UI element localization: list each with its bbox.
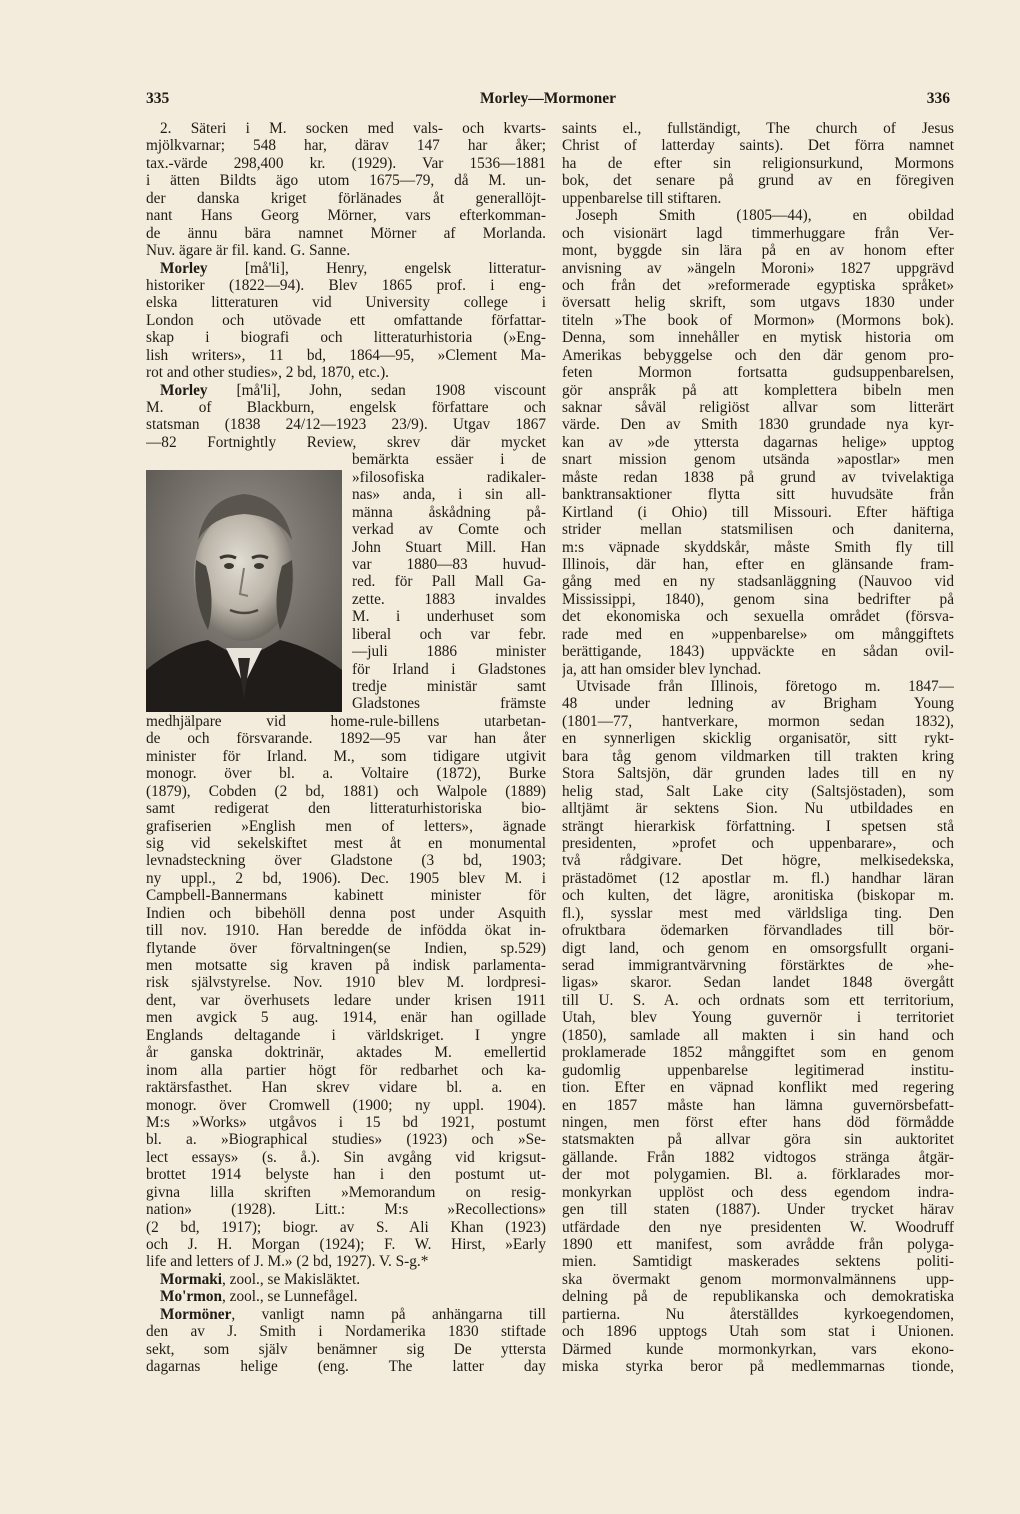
text-line: [562, 451, 954, 468]
line-text: (2 bd, 1917); biogr. av S. Ali Khan (1923): [146, 1218, 546, 1236]
text-line: [562, 225, 954, 242]
text-line: [562, 608, 954, 625]
text-line: [146, 1358, 546, 1375]
line-text: tax.-värde 298,400 kr. (1929). Var 1536—1881: [146, 154, 546, 172]
text-line: [146, 1097, 546, 1114]
line-text: [må'li], Henry, engelsk litteratur-: [207, 259, 546, 277]
text-line: [146, 172, 546, 189]
text-line: [562, 713, 954, 730]
line-text: skap i biografi och litteraturhistoria (»Eng-: [146, 329, 546, 347]
entry-headword: Mo'rmon: [160, 1288, 223, 1306]
line-text: sekt, som själv benämner sig De yttersta: [146, 1340, 546, 1358]
text-line: [146, 347, 546, 364]
line-text: det ekonomiska och sexuella området (försva-: [562, 608, 954, 626]
line-text: ligas» skaror. Sedan landet 1848 övergått: [562, 974, 954, 992]
text-line: zette. 1883 invaldes: [352, 590, 546, 608]
text-line: för Irland i Gladstones: [352, 660, 546, 678]
text-line: [562, 1027, 954, 1044]
text-line: [562, 1184, 954, 1201]
line-text: ska övermakt genom mormonvalmännens upp-: [562, 1270, 954, 1288]
line-text: gör anspråk på att komplettera bibeln men: [562, 381, 954, 399]
text-line: [562, 1306, 954, 1323]
line-text: dent, var överhusets ledare under krisen 1911: [146, 991, 546, 1009]
line-text: flytande över förvaltningen(se Indien, sp.529): [146, 939, 546, 957]
text-line: [146, 818, 546, 835]
text-line: [146, 1323, 546, 1340]
line-text: inom alla partier högt för redbarhet och ka-: [146, 1061, 546, 1079]
text-line: [146, 922, 546, 939]
line-text: elska litteraturen vid University college i: [146, 294, 546, 312]
line-text: givna lilla skriften »Memorandum on resig-: [146, 1183, 546, 1201]
line-text: , vanligt namn på anhängarna till: [231, 1305, 546, 1323]
text-line: [562, 434, 954, 451]
line-text: saknar såväl religiöst allvar som litterärt: [562, 399, 954, 416]
line-text: Denna, som innehåller en mytisk historia om: [562, 329, 954, 347]
text-line: [146, 1306, 546, 1323]
line-text: raktärsfasthet. Han skrev vidare bl. a. en: [146, 1079, 546, 1097]
line-text: der danska kriget förlänades åt generallöjt-: [146, 189, 546, 207]
running-title: Morley—Mormoner: [480, 90, 616, 107]
line-text: London och utövade ett omfattande författar-: [146, 311, 546, 329]
line-text: medhjälpare vid home-rule-billens utarbetan-: [146, 712, 546, 730]
text-line: [146, 713, 546, 730]
line-text: , zool., se Lunnefågel.: [222, 1288, 358, 1306]
line-text: serad immigrantvärvning förstärktes de »he-: [562, 957, 954, 974]
text-line: [562, 469, 954, 486]
text-line: [146, 190, 546, 207]
line-text: titeln »The book of Mormon» (Mormons bok).: [562, 311, 954, 329]
line-text: helig stad, Salt Lake city (Saltsjöstaden), som: [562, 782, 954, 800]
text-line: [562, 1131, 954, 1148]
text-line: [562, 678, 954, 695]
text-line: [562, 1097, 954, 1114]
text-line: [562, 1341, 954, 1358]
line-text: partierna. Nu återställdes kyrkoegendomen,: [562, 1305, 954, 1323]
line-text: rot and other studies», 2 bd, 1870, etc.).: [146, 364, 390, 382]
text-line: [562, 800, 954, 817]
line-text: utfärdade den nye presidenten W. Woodruff: [562, 1218, 954, 1236]
line-text: prästadömet (12 apostlar m. fl.) handhar läran: [562, 869, 954, 887]
text-line: John Stuart Mill. Han: [352, 538, 546, 556]
text-line: [562, 1114, 954, 1131]
line-text: der mot polygamien. Bl. a. förklarades mor-: [562, 1166, 954, 1184]
text-line: verkad av Comte och: [352, 521, 546, 539]
line-text: Därmed kunde mormonkyrkan, vars ekono-: [562, 1340, 954, 1358]
text-line: [562, 1149, 954, 1166]
line-text: 2. Säteri i M. socken med vals- och kvarts-: [160, 120, 546, 137]
text-line: [562, 1166, 954, 1183]
line-text: ny uppl., 2 bd, 1906). Dec. 1905 blev M. i: [146, 869, 546, 887]
text-line: red. för Pall Mall Ga-: [352, 573, 546, 591]
text-line: [562, 190, 954, 207]
text-line: [562, 1201, 954, 1218]
text-line: [146, 765, 546, 782]
text-line: [146, 1114, 546, 1131]
line-text: alltjämt är sektens Sion. Nu utbildades en: [562, 800, 954, 818]
text-line: [562, 626, 954, 643]
text-line: [562, 940, 954, 957]
text-line: [562, 294, 954, 311]
line-text: monogr. över Cromwell (1900; ny uppl. 1904).: [146, 1096, 546, 1114]
line-text: ha de efter sin religionsurkund, Mormons: [562, 154, 954, 172]
line-text: i ätten Bildts ägo utom 1675—79, då M. un-: [146, 172, 546, 190]
text-line: var 1880—83 huvud-: [352, 555, 546, 573]
text-line: [146, 1009, 546, 1026]
line-text: de och försvarande. 1892—95 var han åter: [146, 730, 546, 748]
text-line: [562, 347, 954, 364]
line-text: lish writers», 11 bd, 1864—95, »Clement Ma-: [146, 346, 546, 364]
line-text: banktransaktioner flytta sitt huvudsäte från: [562, 486, 954, 504]
line-text: snart mission genom utsända »apostlar» men: [562, 451, 954, 469]
line-text: Indien och bibehöll denna post under Asquith: [146, 904, 546, 922]
text-line: [562, 573, 954, 590]
text-line: [562, 818, 954, 835]
line-text: proklamerade 1852 månggiftet som en genom: [562, 1044, 954, 1062]
line-text: nation» (1928). Litt.: M:s »Recollections»: [146, 1201, 546, 1219]
entry-headword: Mormaki: [160, 1270, 223, 1288]
left-column-bottom-text: [146, 713, 546, 1376]
text-line: [146, 1341, 546, 1358]
line-text: digt land, och genom en omsorgsfullt organi-: [562, 939, 954, 957]
line-text: (1850), samlade all makten i sin hand och: [562, 1026, 954, 1044]
text-line: [562, 137, 954, 154]
line-text: gen till staten (1887). Under trycket härav: [562, 1201, 954, 1219]
line-text: uppenbarelse till stiftaren.: [562, 189, 722, 207]
line-text: (1879), Cobden (2 bd, 1881) och Walpole (1889): [146, 782, 546, 800]
line-text: 48 under ledning av Brigham Young: [562, 695, 954, 713]
text-line: [562, 1219, 954, 1236]
line-text: monkyrkan upplöst och dess egendom indra-: [562, 1183, 954, 1201]
line-text: m:s väpnade skyddskår, måste Smith fly till: [562, 538, 954, 556]
text-line: [146, 242, 546, 259]
text-line: [146, 207, 546, 224]
line-text: Campbell-Bannermans kabinett minister för: [146, 887, 546, 905]
text-line: [146, 1184, 546, 1201]
text-line: [562, 521, 954, 538]
line-text: ofruktbara ödemarken förvandlades till bör-: [562, 922, 954, 940]
line-text: , zool., se Makisläktet.: [222, 1270, 361, 1288]
line-text: Illinois, där han, efter en glänsande fram-: [562, 555, 954, 573]
text-line: [146, 260, 546, 277]
text-line: [562, 312, 954, 329]
text-line: [146, 399, 546, 416]
text-line: [146, 957, 546, 974]
text-line: [562, 974, 954, 991]
line-text: en 1857 måste han lämna guvernörsbefatt-: [562, 1096, 954, 1114]
text-line: [146, 434, 546, 451]
text-line: M. i underhuset som: [352, 608, 546, 626]
text-line: [562, 207, 954, 224]
line-text: strider mellan statsmilisen och daniterna,: [562, 521, 954, 539]
page-number-right: 336: [926, 90, 950, 107]
line-text: samt redigerat den litteraturhistoriska bio-: [146, 800, 546, 818]
line-text: miska styrka beror på medlemmarnas tionde,: [562, 1358, 954, 1376]
line-text: statsmakten på allvar göra sin auktoritet: [562, 1131, 954, 1149]
text-line: [562, 1236, 954, 1253]
line-text: lect essays» (s. å.). Sin avgång vid krigsut-: [146, 1148, 546, 1166]
line-text: Joseph Smith (1805—44), en obildad: [576, 207, 954, 225]
line-text: brottet 1914 belyste han i den postumt ut-: [146, 1166, 546, 1184]
text-line: [562, 748, 954, 765]
text-line: [562, 329, 954, 346]
line-text: nant Hans Georg Mörner, vars efterkomman-: [146, 207, 546, 225]
line-text: tion. Efter en väpnad konflikt med regering: [562, 1079, 954, 1097]
line-text: M:s »Works» utgåvos i 15 bd 1921, postumt: [146, 1113, 546, 1131]
line-text: presidenten, »profet och uppenbarare», och: [562, 834, 954, 852]
line-text: de ännu bära namnet Mörner af Morlanda.: [146, 224, 546, 242]
text-line: bemärkta essäer i de: [352, 451, 546, 469]
text-line: [562, 852, 954, 869]
line-text: monogr. över bl. a. Voltaire (1872), Burke: [146, 765, 546, 783]
text-line: [146, 1149, 546, 1166]
line-text: berättigande, 1843) uppväckte en sådan ovil-: [562, 643, 954, 661]
entry-headword: Morley: [160, 259, 208, 277]
text-line: [562, 591, 954, 608]
text-line: [562, 556, 954, 573]
line-text: och från det »reformerade egyptiska språket»: [562, 276, 954, 294]
line-text: [må'li], John, sedan 1908 viscount: [207, 381, 546, 399]
text-line: [562, 1323, 954, 1340]
text-line: —juli 1886 minister: [352, 643, 546, 661]
text-line: [146, 852, 546, 869]
text-line: [146, 329, 546, 346]
text-line: [146, 800, 546, 817]
text-line: [562, 277, 954, 294]
text-line: [562, 643, 954, 660]
line-text: ningen, men först efter hans död förmådde: [562, 1113, 954, 1131]
text-line: [146, 1131, 546, 1148]
text-line: [562, 992, 954, 1009]
line-text: bok, det senare på grund av en föregiven: [562, 172, 954, 190]
line-text: mont, byggde sin lära på en av honom efter: [562, 242, 954, 260]
line-text: och J. H. Morgan (1924); F. W. Hirst, »Early: [146, 1236, 546, 1253]
line-text: en synnerligen skicklig organisatör, sitt rykt-: [562, 730, 954, 748]
text-line: [146, 748, 546, 765]
line-text: grafiserien »English men of letters», ägnade: [146, 817, 546, 835]
text-line: liberal och var febr.: [352, 625, 546, 643]
text-line: [562, 120, 954, 137]
line-text: till nov. 1910. Han beredde de infödda ökat in-: [146, 922, 546, 940]
text-line: [146, 940, 546, 957]
text-line: [146, 905, 546, 922]
line-text: M. of Blackburn, engelsk författare och: [146, 399, 546, 416]
text-line: männa åskådning på-: [352, 503, 546, 521]
text-line: [562, 382, 954, 399]
text-line: [146, 1079, 546, 1096]
text-line: [562, 1358, 954, 1375]
line-text: delning på de republikanska och demokratiska: [562, 1288, 954, 1306]
line-text: Englands deltagande i världskriget. I yngre: [146, 1026, 546, 1044]
text-line: [146, 1062, 546, 1079]
line-text: minister för Irland. M., som tidigare utgivit: [146, 747, 546, 765]
line-text: 1890 ett manifest, som avrådde från polyga-: [562, 1236, 954, 1253]
portrait-john-morley: [146, 470, 342, 712]
line-text: Utah, blev Young guvernör i territoriet: [562, 1009, 954, 1027]
line-text: kan av »de yttersta dagarnas helige» upptog: [562, 433, 954, 451]
line-text: fl.), sysslar mest med världsliga ting. Den: [562, 904, 954, 922]
left-column: [146, 120, 546, 1376]
line-text: måste redan 1838 på grund av tvivelaktiga: [562, 468, 954, 486]
text-line: [562, 1288, 954, 1305]
text-line: [562, 887, 954, 904]
line-text: men motsatte sig kraven på indisk parlamenta-: [146, 957, 546, 974]
text-line: [562, 957, 954, 974]
text-line: [146, 730, 546, 747]
text-line: [146, 992, 546, 1009]
line-text: mien. Samtidigt maskerades sektens politi-: [562, 1253, 954, 1271]
page-header: [146, 90, 950, 112]
line-text: life and letters of J. M.» (2 bd, 1927). V. S-g.*: [146, 1253, 429, 1271]
text-line: [146, 783, 546, 800]
text-line: [562, 260, 954, 277]
text-line: [146, 382, 546, 399]
text-line: [146, 887, 546, 904]
text-line: Gladstones främste: [352, 695, 546, 713]
text-line: [562, 730, 954, 747]
right-column-text: [562, 120, 954, 1376]
line-text: —82 Fortnightly Review, skrev där mycket: [146, 433, 546, 451]
text-line: [146, 277, 546, 294]
line-text: saints el., fullständigt, The church of Jesus: [562, 120, 954, 137]
text-line: [146, 155, 546, 172]
text-line: [146, 1027, 546, 1044]
page-number-left: 335: [146, 90, 170, 107]
text-line: [562, 155, 954, 172]
text-line: [562, 364, 954, 381]
text-line: tredje ministär samt: [352, 678, 546, 695]
line-text: Stora Saltsjön, där grunden lades till en ny: [562, 765, 954, 783]
text-line: [562, 1062, 954, 1079]
text-line: [146, 120, 546, 137]
line-text: översatt helig skrift, som utgavs 1830 under: [562, 294, 954, 312]
line-text: till U. S. A. och ordnats som ett territorium,: [562, 991, 954, 1009]
line-text: Nuv. ägare är fil. kand. G. Sanne.: [146, 242, 351, 260]
text-line: [562, 922, 954, 939]
text-line: [146, 870, 546, 887]
text-line: [146, 1253, 546, 1270]
text-line: [562, 504, 954, 521]
text-line: nas» anda, i sin all-: [352, 486, 546, 504]
line-text: Utvisade från Illinois, företogo m. 1847—: [576, 678, 954, 695]
text-line: [562, 1253, 954, 1270]
line-text: men avgick 5 aug. 1914, enär han ogillade: [146, 1009, 546, 1027]
line-text: Kirtland (i Ohio) till Missouri. Efter häftiga: [562, 503, 954, 521]
entry-headword: Mormöner: [160, 1305, 232, 1323]
text-line: [562, 1079, 954, 1096]
line-text: mjölkvarnar; 548 har, därav 147 har åker;: [146, 137, 546, 155]
line-text: den av J. Smith i Nordamerika 1830 stiftade: [146, 1323, 546, 1341]
text-line: [562, 765, 954, 782]
line-text: bara tåg genom vildmarken till trakten kring: [562, 747, 954, 765]
text-line: »filosofiska radikaler-: [352, 468, 546, 486]
text-line: [562, 1271, 954, 1288]
line-text: (1801—77, hantverkare, mormon sedan 1832),: [562, 712, 954, 730]
text-line: [562, 695, 954, 712]
line-text: risk självstyrelse. Nov. 1910 blev M. lordpresi-: [146, 974, 546, 992]
text-line: [562, 539, 954, 556]
text-line: [146, 364, 546, 381]
line-text: två rådgivare. Det högre, melkisedekska,: [562, 852, 954, 870]
text-line: [562, 835, 954, 852]
line-text: dagarnas helige (eng. The latter day: [146, 1358, 546, 1376]
text-line: [562, 399, 954, 416]
line-text: sig vid sekelskiftet mest åt en monumental: [146, 834, 546, 852]
line-text: levnadsteckning över Gladstone (3 bd, 1903;: [146, 852, 546, 870]
text-line: [562, 1009, 954, 1026]
line-text: statsman (1838 24/12—1923 23/9). Utgav 1867: [146, 416, 546, 434]
line-text: bl. a. »Biographical studies» (1923) och »Se-: [146, 1131, 546, 1149]
line-text: och visionärt lagd timmerhuggare från Ver-: [562, 224, 954, 242]
line-text: gällande. Från 1882 vidtogos stränga åtgär-: [562, 1148, 954, 1166]
text-line: [146, 1236, 546, 1253]
line-text: gudomlig uppenbarelse legitimerad institu-: [562, 1061, 954, 1079]
text-line: [562, 172, 954, 189]
text-line: [146, 1166, 546, 1183]
text-line: [146, 294, 546, 311]
text-line: [562, 661, 954, 678]
line-text: gång med en ny stadsanläggning (Nauvoo vid: [562, 573, 954, 591]
text-line: [562, 486, 954, 503]
text-line: [562, 905, 954, 922]
text-line: [146, 974, 546, 991]
text-line: [146, 1271, 546, 1288]
line-text: anvisning av »ängeln Moroni» 1827 uppgrävd: [562, 259, 954, 277]
text-line: [562, 416, 954, 433]
line-text: och kulten, det lägre, aronitiska (biskopar m.: [562, 887, 954, 905]
line-text: år ganska doktrinär, aktades M. emellertid: [146, 1044, 546, 1062]
text-line: [146, 835, 546, 852]
text-line: [146, 416, 546, 433]
line-text: strängt hierarkisk författning. I spetsen stå: [562, 817, 954, 835]
text-line: [146, 1201, 546, 1218]
text-line: [146, 137, 546, 154]
text-line: [146, 1044, 546, 1061]
line-text: ja, att han omsider blev lynchad.: [562, 660, 762, 678]
line-text: rade med en »uppenbarelse» om månggiftets: [562, 625, 954, 643]
text-line: [146, 1219, 546, 1236]
text-line: [562, 870, 954, 887]
text-line: [146, 1288, 546, 1305]
text-line: [562, 783, 954, 800]
line-text: historiker (1822—94). Blev 1865 prof. i eng-: [146, 276, 546, 294]
right-column: [562, 120, 954, 1376]
line-text: Mississippi, 1840), genom sina bedrifter på: [562, 590, 954, 608]
text-line: [562, 242, 954, 259]
line-text: feten Mormon fortsatta gudsuppenbarelsen,: [562, 364, 954, 382]
entry-headword: Morley: [160, 381, 208, 399]
text-line: [146, 312, 546, 329]
line-text: och 1896 upptogs Utah som stat i Unionen.: [562, 1323, 954, 1341]
text-line: [562, 1044, 954, 1061]
line-text: Christ of latterday saints). Det förra namnet: [562, 137, 954, 155]
line-text: Amerikas bebyggelse och den där genom pro-: [562, 346, 954, 364]
line-text: värde. Den av Smith 1830 grundade nya kyr-: [562, 416, 954, 434]
text-line: [146, 225, 546, 242]
left-column-top-text: [146, 120, 546, 451]
